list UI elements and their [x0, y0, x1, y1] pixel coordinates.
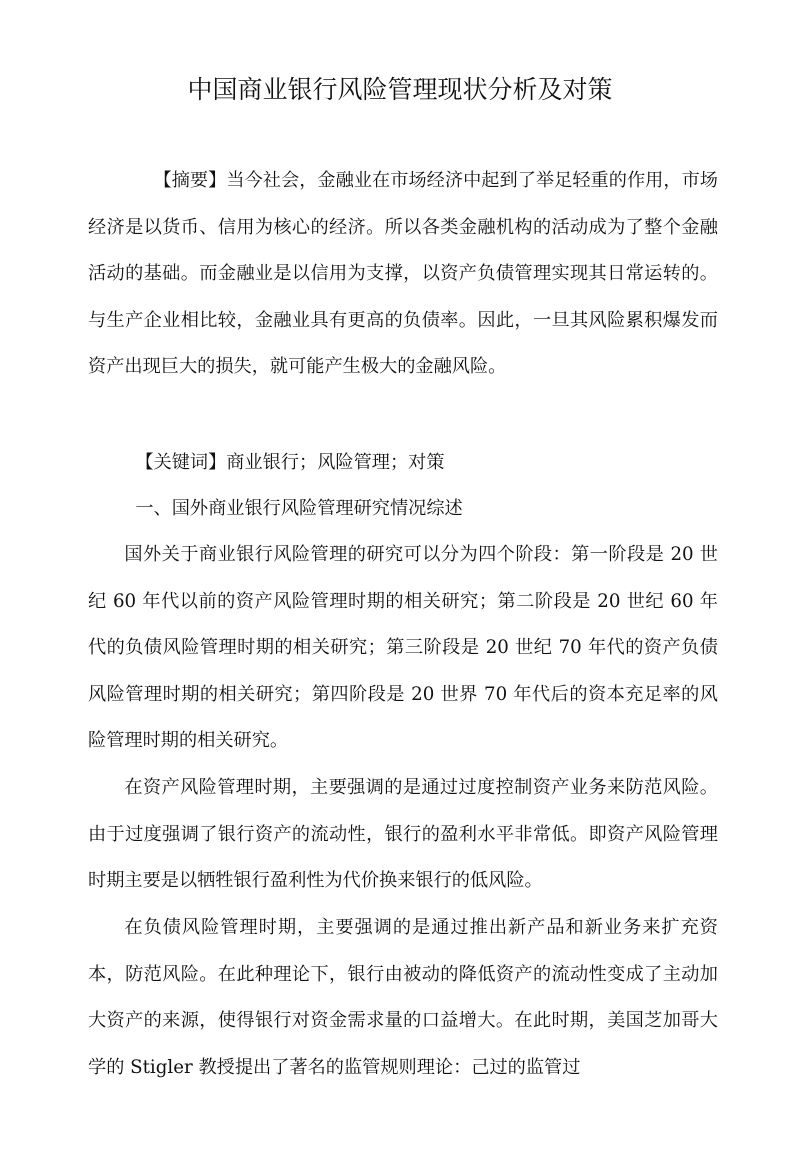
keywords-line: 【关键词】商业银行；风险管理；对策	[135, 452, 445, 473]
body-paragraph: 在负债风险管理时期，主要强调的是通过推出新产品和新业务来扩充资本，防范风险。在此种理论下，银行由被动的降低资产的流动性变成了主动加大资产的来源，使得银行对资金需求量的口益增大。在此时期，美国芝加哥大学的 Stigler 教授提出了著名的监管规则理论：己过的监管过	[88, 917, 718, 1078]
section-heading: 一、国外商业银行风险管理研究情况综述	[135, 498, 463, 519]
document-title: 中国商业银行风险管理现状分析及对策	[187, 75, 613, 104]
body-paragraph: 在资产风险管理时期，主要强调的是通过过度控制资产业务来防范风险。由于过度强调了银行资产的流动性，银行的盈利水平非常低。即资产风险管理时期主要是以牺牲银行盈利性为代价换来银行的低风险。	[88, 777, 718, 891]
body-paragraph: 国外关于商业银行风险管理的研究可以分为四个阶段：第一阶段是 20 世纪 60 年代以前的资产风险管理时期的相关研究；第二阶段是 20 世纪 60 年代的负债风险管理时期的相关研究；第三阶段是 20 世纪 70 年代的资产负债风险管理时期的相关研究；第四阶段是 20 世界 70 年代后的资本充足率的风险管理时期的相关研究。	[88, 544, 718, 751]
abstract-paragraph: 【摘要】当今社会，金融业在市场经济中起到了举足轻重的作用，市场经济是以货币、信用为核心的经济。所以各类金融机构的活动成为了整个金融活动的基础。而金融业是以信用为支撑，以资产负债管理实现其日常运转的。与生产企业相比较，金融业具有更高的负债率。因此，一旦其风险累积爆发而资产出现巨大的损失，就可能产生极大的金融风险。	[88, 170, 718, 377]
